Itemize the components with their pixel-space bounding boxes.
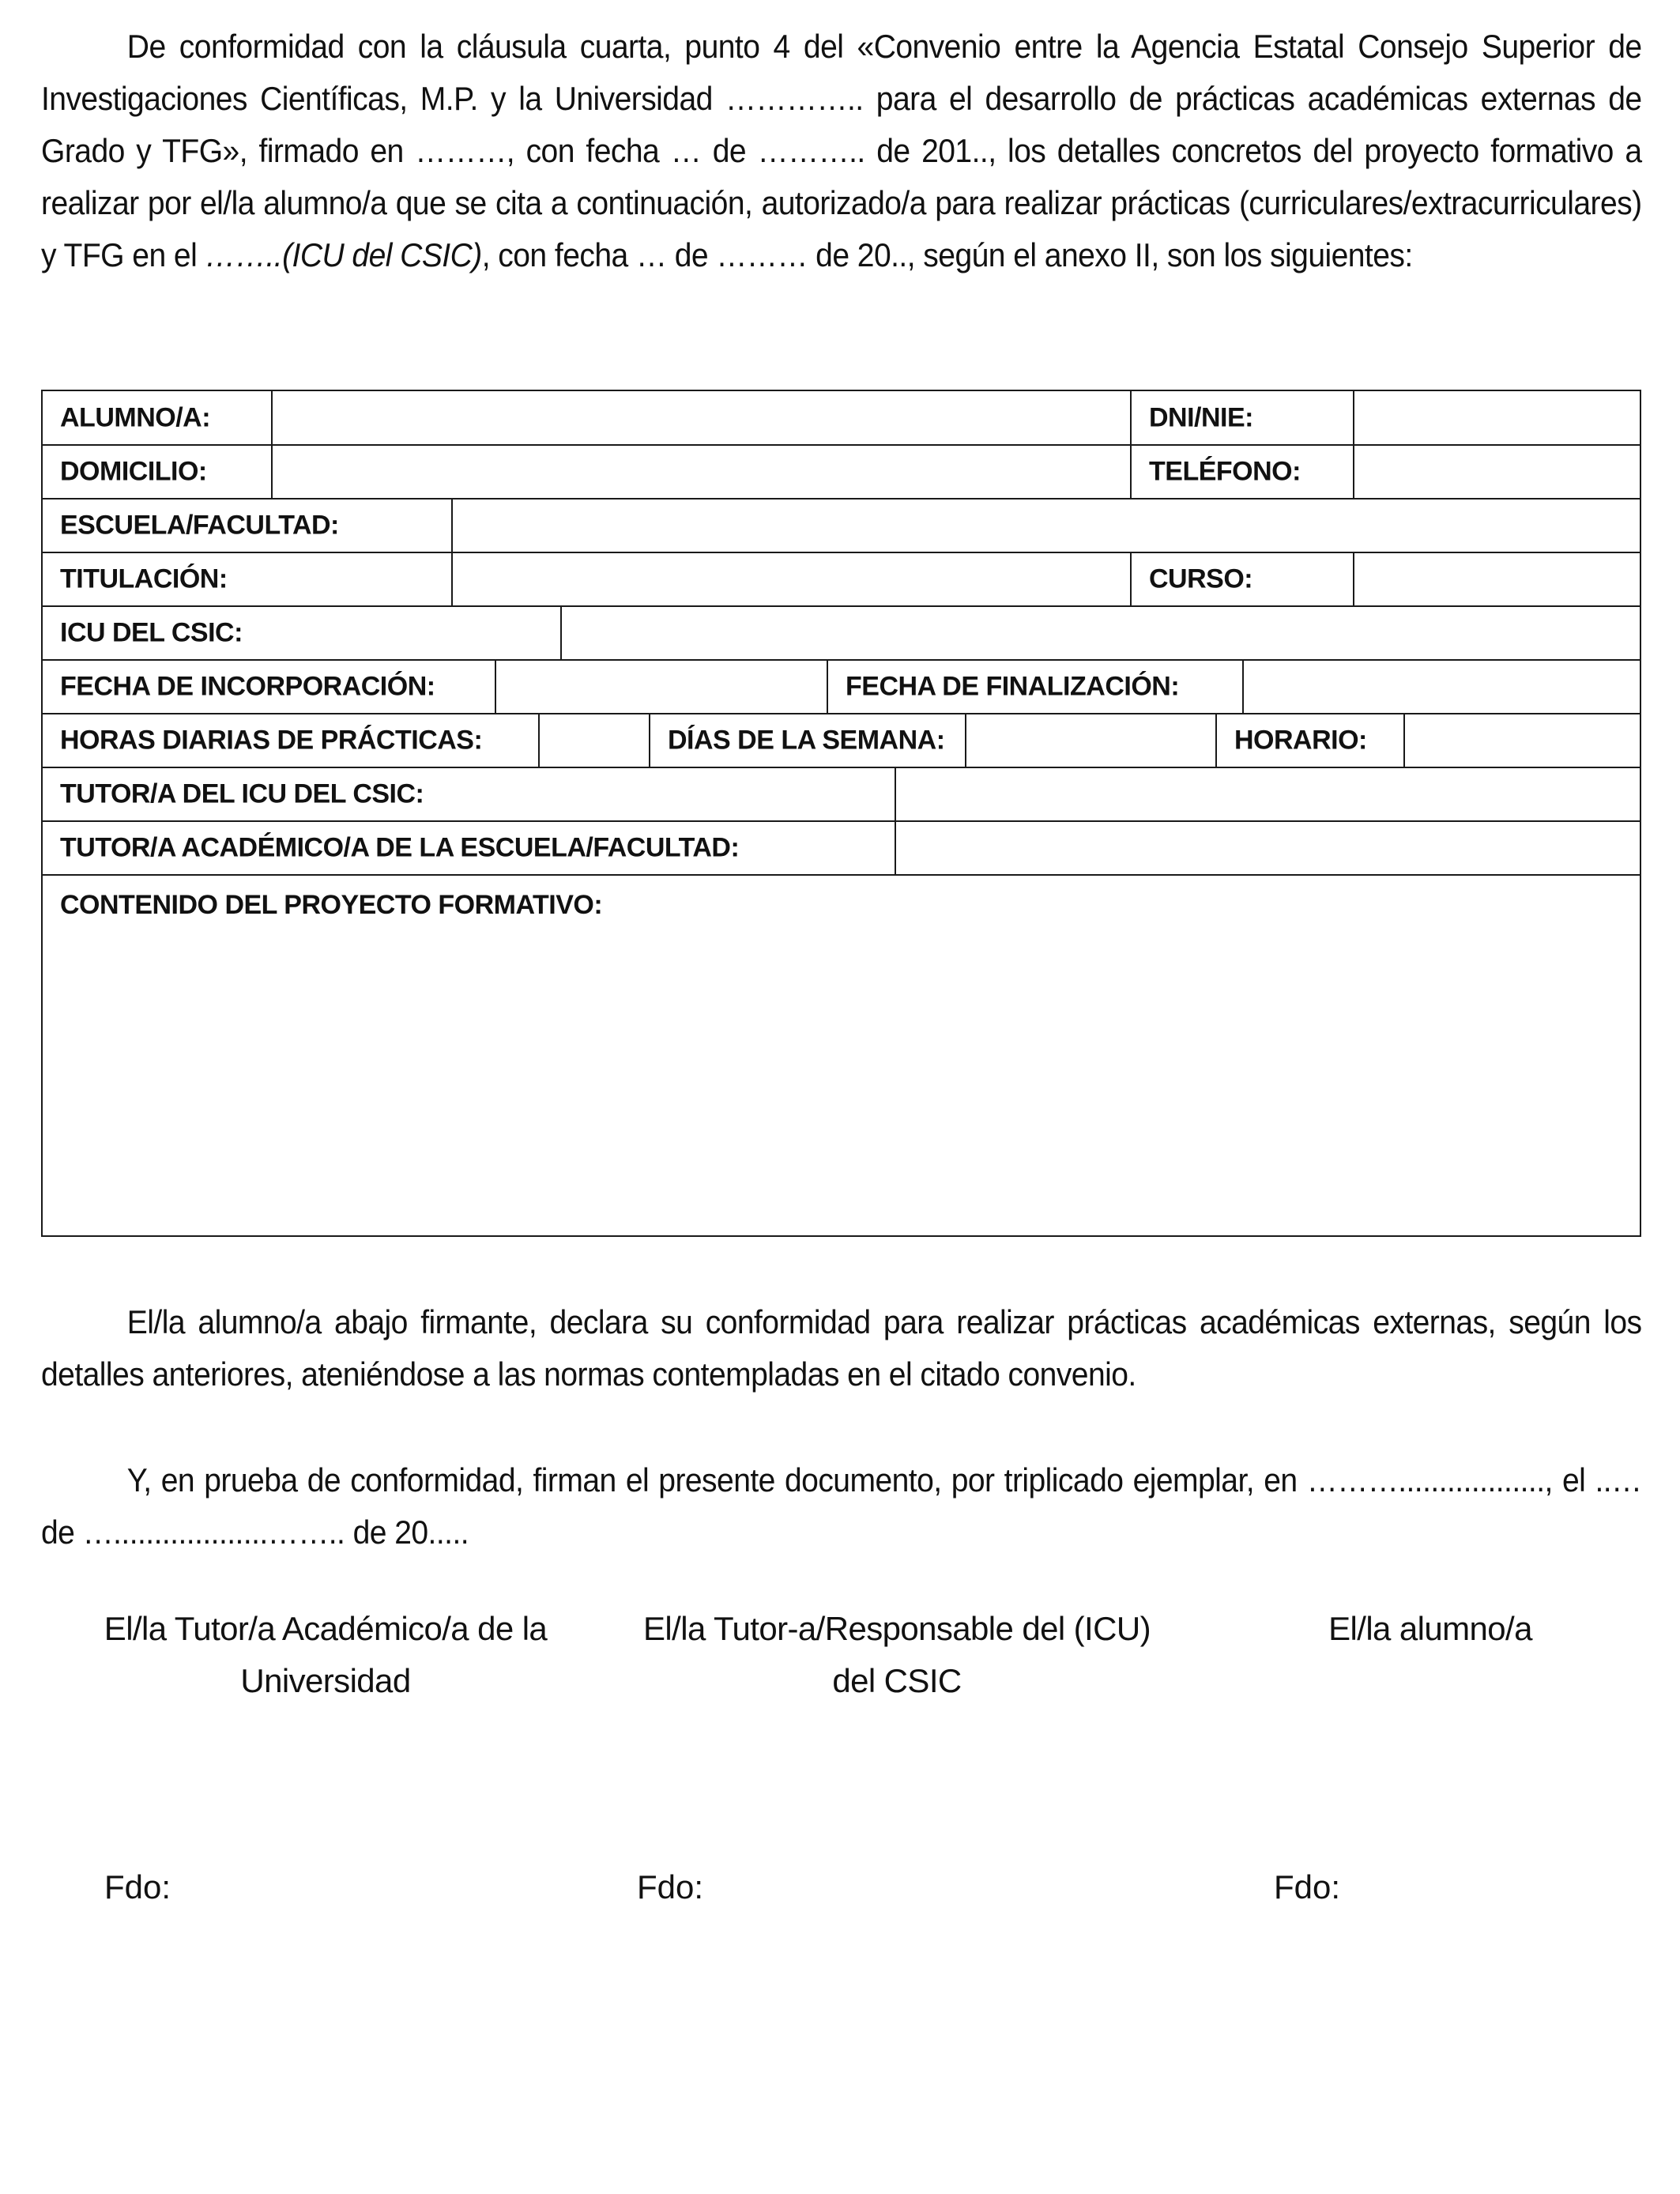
- form-row-contenido[interactable]: [43, 876, 1640, 1235]
- form-row-domicilio: [43, 446, 1640, 499]
- alumno-label: ALUMNO/A:: [60, 402, 211, 432]
- horas-label-cell: [43, 714, 538, 767]
- training-project-form: [41, 390, 1641, 1237]
- tutor-academico-label-cell: [43, 822, 895, 874]
- form-row-titulacion: [43, 553, 1640, 607]
- dni-input-cell[interactable]: [1353, 391, 1640, 444]
- signature-student: [1264, 1603, 1596, 1655]
- declaration-paragraph: El/la alumno/a abajo firmante, declara su conformidad para realizar prácticas académicas externas, según los detalles anteriores, ateniéndose a las normas contempladas en el citado convenio.: [41, 1303, 1642, 1393]
- form-row-fechas: [43, 661, 1640, 714]
- fecha-inicio-input-cell[interactable]: [495, 661, 827, 713]
- tutor-academico-input-cell[interactable]: [895, 822, 1640, 874]
- tutor-icu-label: TUTOR/A DEL ICU DEL CSIC:: [60, 778, 424, 809]
- dias-label-cell: [649, 714, 965, 767]
- escuela-label-cell: [43, 499, 451, 552]
- curso-label-cell: [1130, 553, 1353, 605]
- signature-icu-line2: del CSIC: [832, 1662, 962, 1699]
- alumno-input-cell[interactable]: [271, 391, 1130, 444]
- dni-label-cell: [1130, 391, 1353, 444]
- titulacion-label: TITULACIÓN:: [60, 564, 228, 594]
- titulacion-input-cell[interactable]: [451, 553, 1130, 605]
- telefono-label: TELÉFONO:: [1149, 456, 1301, 487]
- form-row-horas: [43, 714, 1640, 768]
- horario-input-cell[interactable]: [1403, 714, 1640, 767]
- titulacion-label-cell: [43, 553, 451, 605]
- intro-text-1: De conformidad con la cláusula cuarta, punto 4 del «Convenio entre la Agencia Estatal Consejo Superior de Investigaciones Científicas, M.P. y la Universidad ………….. para el desarrollo de prácticas académicas externas de Grado y TFG», firmado en ………, con fecha … de ……….. de 201.., los detalles concretos del proyecto formativo a realizar por el/la alumno/a que se cita a continuación, autorizado/a para realizar prácticas (curriculares/extracurriculares) y TFG en el: [41, 28, 1642, 273]
- domicilio-label-cell: [43, 446, 271, 498]
- contenido-label: CONTENIDO DEL PROYECTO FORMATIVO:: [60, 890, 603, 920]
- intro-text-2: , con fecha … de ……… de 20.., según el anexo II, son los siguientes:: [481, 236, 1413, 273]
- fdo-student: Fdo:: [1274, 1868, 1341, 1906]
- form-row-tutor-academico: [43, 822, 1640, 876]
- domicilio-input-cell[interactable]: [271, 446, 1130, 498]
- dias-label: DÍAS DE LA SEMANA:: [668, 725, 945, 756]
- tutor-icu-input-cell[interactable]: [895, 768, 1640, 820]
- tutor-icu-label-cell: [43, 768, 895, 820]
- intro-icu-italic: ……..(ICU del CSIC): [205, 236, 482, 273]
- fecha-inicio-label: FECHA DE INCORPORACIÓN:: [60, 671, 435, 702]
- telefono-label-cell: [1130, 446, 1353, 498]
- form-row-tutor-icu: [43, 768, 1640, 822]
- fecha-fin-input-cell[interactable]: [1242, 661, 1640, 713]
- horas-label: HORAS DIARIAS DE PRÁCTICAS:: [60, 725, 483, 756]
- signature-student-line: El/la alumno/a: [1328, 1610, 1532, 1647]
- dias-input-cell[interactable]: [965, 714, 1215, 767]
- curso-input-cell[interactable]: [1353, 553, 1640, 605]
- signature-academic-line1: El/la Tutor/a Académico/a de la: [104, 1610, 548, 1647]
- escuela-label: ESCUELA/FACULTAD:: [60, 510, 339, 541]
- fdo-icu-tutor: Fdo:: [637, 1868, 704, 1906]
- signature-icu-line1: El/la Tutor-a/Responsable del (ICU): [643, 1610, 1151, 1647]
- form-row-escuela: [43, 499, 1640, 553]
- form-row-icu: [43, 607, 1640, 661]
- dni-label: DNI/NIE:: [1149, 402, 1253, 432]
- form-row-alumno: [43, 391, 1640, 446]
- closing-paragraph: Y, en prueba de conformidad, firman el presente documento, por triplicado ejemplar, en ……….................., el ..… de …...................…….. de 20.....: [41, 1461, 1642, 1551]
- horario-label-cell: [1215, 714, 1403, 767]
- fecha-fin-label: FECHA DE FINALIZACIÓN:: [846, 671, 1180, 702]
- signature-academic-line2: Universidad: [240, 1662, 411, 1699]
- tutor-academico-label: TUTOR/A ACADÉMICO/A DE LA ESCUELA/FACULTAD:: [60, 832, 740, 863]
- curso-label: CURSO:: [1149, 564, 1253, 594]
- telefono-input-cell[interactable]: [1353, 446, 1640, 498]
- icu-input-cell[interactable]: [560, 607, 1640, 659]
- fecha-inicio-label-cell: [43, 661, 495, 713]
- alumno-label-cell: [43, 391, 271, 444]
- fdo-academic-tutor: Fdo:: [104, 1868, 171, 1906]
- horario-label: HORARIO:: [1234, 725, 1367, 756]
- intro-paragraph: [41, 21, 1642, 281]
- fecha-fin-label-cell: [827, 661, 1242, 713]
- signature-icu-tutor: [624, 1603, 1170, 1707]
- escuela-input-cell[interactable]: [451, 499, 1640, 552]
- domicilio-label: DOMICILIO:: [60, 456, 207, 487]
- icu-label-cell: [43, 607, 560, 659]
- signature-academic-tutor: [73, 1603, 578, 1707]
- horas-input-cell[interactable]: [538, 714, 649, 767]
- icu-label: ICU DEL CSIC:: [60, 617, 243, 648]
